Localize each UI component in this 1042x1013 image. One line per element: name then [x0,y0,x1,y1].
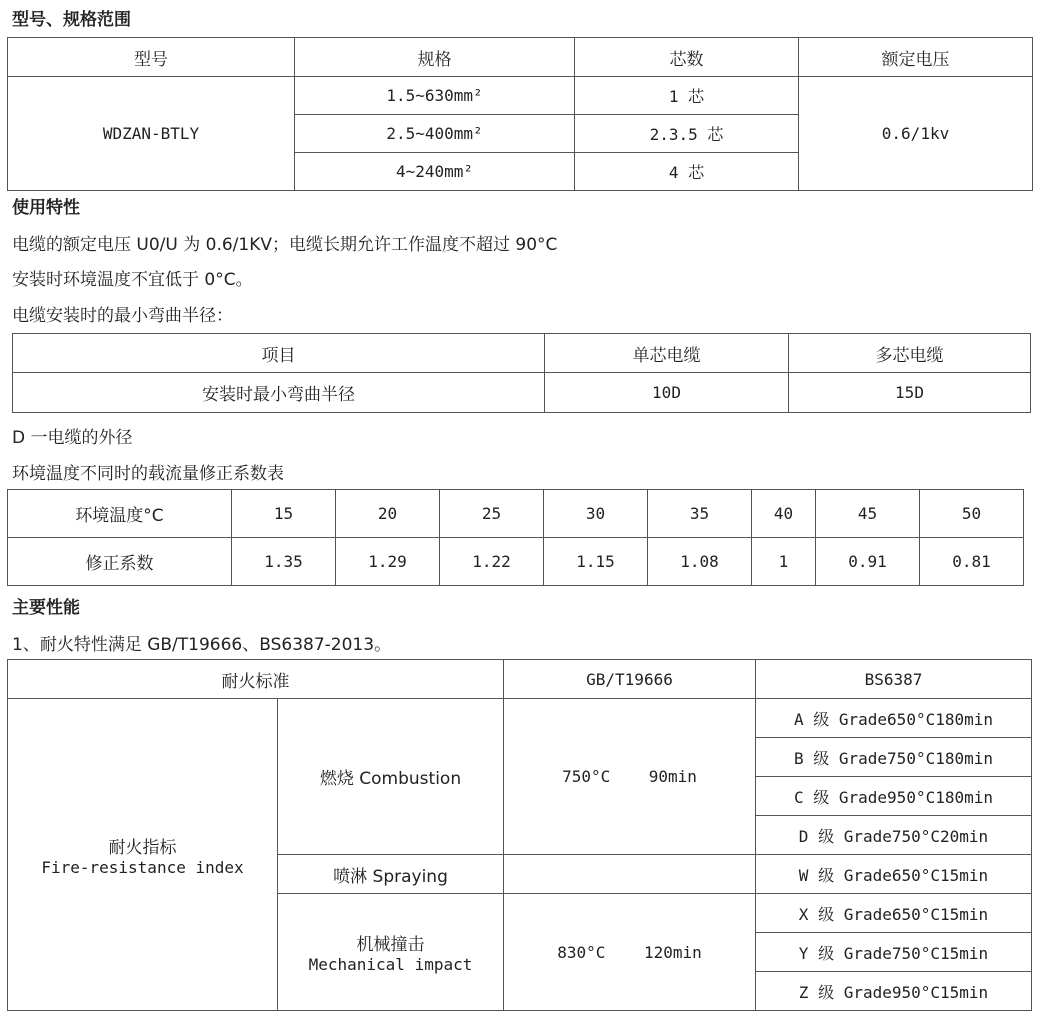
temp-value: 40 [752,490,816,538]
fire-index-cn: 耐火指标 [108,837,177,858]
model-spec-table [7,37,1033,191]
voltage-cell: 0.6/1kv [799,77,1033,191]
model-cell: WDZAN-BTLY [8,77,295,191]
spec-cell: 4~240mm² [295,153,575,191]
factor-value: 1 [752,538,816,586]
fire-index-en: Fire-resistance index [41,857,244,877]
temp-table-caption: 环境温度不同时的载流量修正系数表 [12,464,284,484]
factor-value: 0.91 [816,538,920,586]
bend-radius-table [12,333,1031,413]
factor-value: 0.81 [920,538,1024,586]
temp-value: 20 [336,490,440,538]
cores-cell: 1 芯 [575,77,799,115]
section-title-usage: 使用特性 [12,198,80,218]
temp-correction-table [7,489,1024,586]
grade-cell: A 级 Grade650°C180min [756,699,1032,738]
header-single-core: 单芯电缆 [545,334,789,373]
header-spec: 规格 [295,38,575,77]
factor-row-label: 修正系数 [8,538,232,586]
header-cores: 芯数 [575,38,799,77]
grade-cell: C 级 Grade950°C180min [756,777,1032,816]
factor-value: 1.08 [648,538,752,586]
factor-value: 1.29 [336,538,440,586]
grade-cell: Z 级 Grade950°C15min [756,972,1032,1011]
temp-row-label: 环境温度°C [8,490,232,538]
combustion-cell: 燃烧 Combustion [278,699,504,855]
header-item: 项目 [13,334,545,373]
factor-value: 1.15 [544,538,648,586]
usage-line-bend-radius: 电缆安装时的最小弯曲半径： [12,306,233,326]
bend-multi-value: 15D [789,373,1031,413]
impact-cell [278,894,504,1011]
cores-cell: 2.3.5 芯 [575,115,799,153]
bend-single-value: 10D [545,373,789,413]
fire-standard-line: 1、耐火特性满足 GB/T19666、BS6387-2013。 [12,635,392,655]
header-fire-standard: 耐火标准 [8,660,504,699]
grade-cell: W 级 Grade650°C15min [756,855,1032,894]
combustion-gb-cell: 750°C 90min [504,699,756,855]
usage-line-install-temp: 安装时环境温度不宜低于 0°C。 [12,270,253,290]
header-model: 型号 [8,38,295,77]
usage-line-voltage: 电缆的额定电压 U0/U 为 0.6/1KV；电缆长期允许工作温度不超过 90°C [12,235,558,255]
impact-gb-cell: 830°C 120min [504,894,756,1011]
spraying-cell: 喷淋 Spraying [278,855,504,894]
temp-value: 45 [816,490,920,538]
diameter-note: D 一电缆的外径 [12,428,133,448]
spec-cell: 1.5~630mm² [295,77,575,115]
grade-cell: D 级 Grade750°C20min [756,816,1032,855]
temp-value: 35 [648,490,752,538]
temp-value: 15 [232,490,336,538]
impact-en: Mechanical impact [308,955,473,974]
factor-value: 1.35 [232,538,336,586]
header-multi-core: 多芯电缆 [789,334,1031,373]
fire-resistance-table [7,659,1032,1011]
spraying-gb-cell [504,855,756,894]
factor-value: 1.22 [440,538,544,586]
section-title-performance: 主要性能 [12,598,80,618]
grade-cell: Y 级 Grade750°C15min [756,933,1032,972]
section-title-model-spec: 型号、规格范围 [12,10,131,30]
header-voltage: 额定电压 [799,38,1033,77]
grade-cell: B 级 Grade750°C180min [756,738,1032,777]
bend-item-label: 安装时最小弯曲半径 [13,373,545,413]
cores-cell: 4 芯 [575,153,799,191]
grade-cell: X 级 Grade650°C15min [756,894,1032,933]
temp-value: 25 [440,490,544,538]
spec-cell: 2.5~400mm² [295,115,575,153]
impact-cn: 机械撞击 [356,935,425,955]
temp-value: 30 [544,490,648,538]
header-bs: BS6387 [756,660,1032,699]
temp-value: 50 [920,490,1024,538]
fire-index-cell [8,699,278,1011]
header-gb: GB/T19666 [504,660,756,699]
